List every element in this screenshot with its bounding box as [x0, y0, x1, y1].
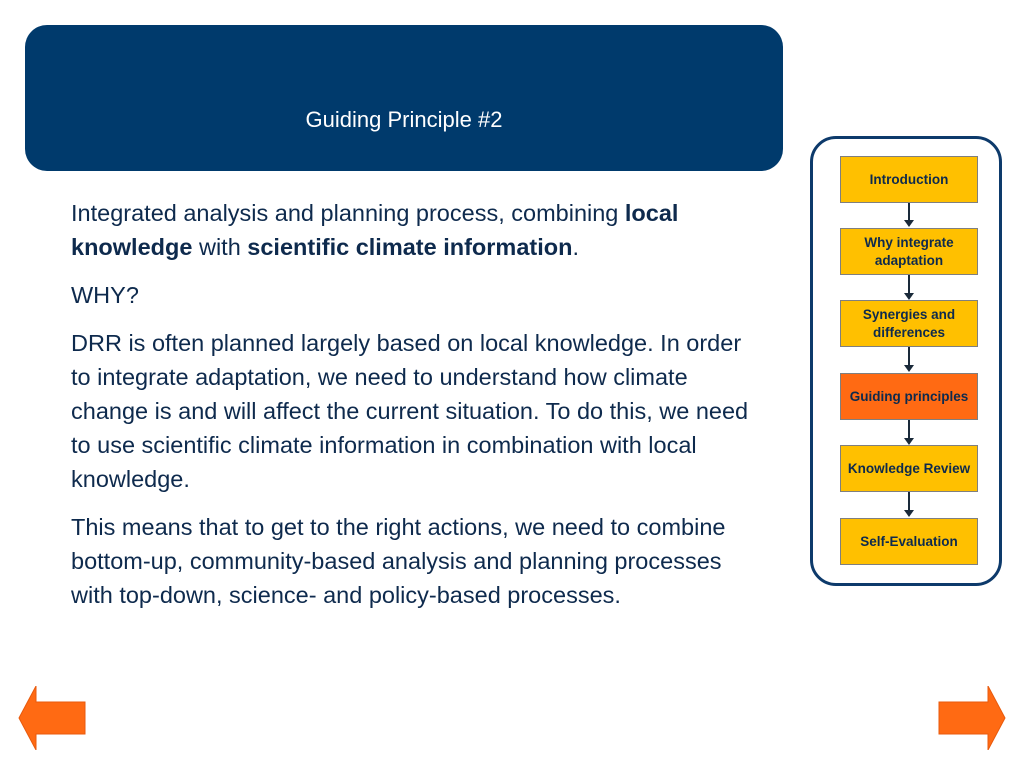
connector-arrow: [908, 420, 910, 443]
nav-item-guiding-principles[interactable]: [840, 373, 978, 420]
nav-item-self-evaluation[interactable]: [840, 518, 978, 565]
why-label: WHY?: [71, 282, 139, 308]
page-title: Guiding Principle #2: [305, 107, 503, 132]
intro-bold-scientific-info: scientific climate information: [247, 234, 573, 260]
left-arrow-icon: [17, 686, 87, 750]
nav-item-label: Knowledge Review: [847, 460, 971, 476]
intro-text-1: Integrated analysis and planning process, combining: [71, 200, 625, 226]
intro-bold-local-knowledge: local knowledge: [71, 200, 679, 260]
connector-arrow: [908, 275, 910, 298]
connector-arrow: [908, 492, 910, 515]
connector-arrow: [908, 347, 910, 370]
nav-item-introduction[interactable]: [840, 156, 978, 203]
nav-item-label: Guiding principles: [849, 388, 969, 404]
previous-button[interactable]: [17, 686, 87, 750]
nav-item-label: Introduction: [869, 171, 949, 187]
next-button[interactable]: [937, 686, 1007, 750]
nav-item-label: Synergies and differences: [862, 306, 956, 340]
nav-item-label: Self-Evaluation: [860, 533, 958, 549]
nav-item-knowledge-review[interactable]: [840, 445, 978, 492]
intro-text-3: .: [572, 234, 579, 260]
main-content: [71, 196, 761, 626]
body-paragraph-2: This means that to get to the right actions, we need to combine bottom-up, community-based analysis and planning processes with top-down, science- and policy-based processes.: [71, 514, 726, 608]
nav-item-synergies[interactable]: [840, 300, 978, 347]
nav-item-label: Why integrate adaptation: [864, 234, 954, 268]
right-arrow-icon: [937, 686, 1007, 750]
intro-text-2: with: [192, 234, 248, 260]
intro-paragraph: [71, 196, 761, 264]
body-paragraph-1: DRR is often planned largely based on local knowledge. In order to integrate adaptation, we need to understand how climate change is and will affect the current situation. To do this, we need to use scientific climate information in combination with local knowledge.: [71, 330, 749, 492]
connector-arrow: [908, 203, 910, 225]
nav-item-why-integrate[interactable]: [840, 228, 978, 275]
header-banner: [25, 25, 783, 171]
